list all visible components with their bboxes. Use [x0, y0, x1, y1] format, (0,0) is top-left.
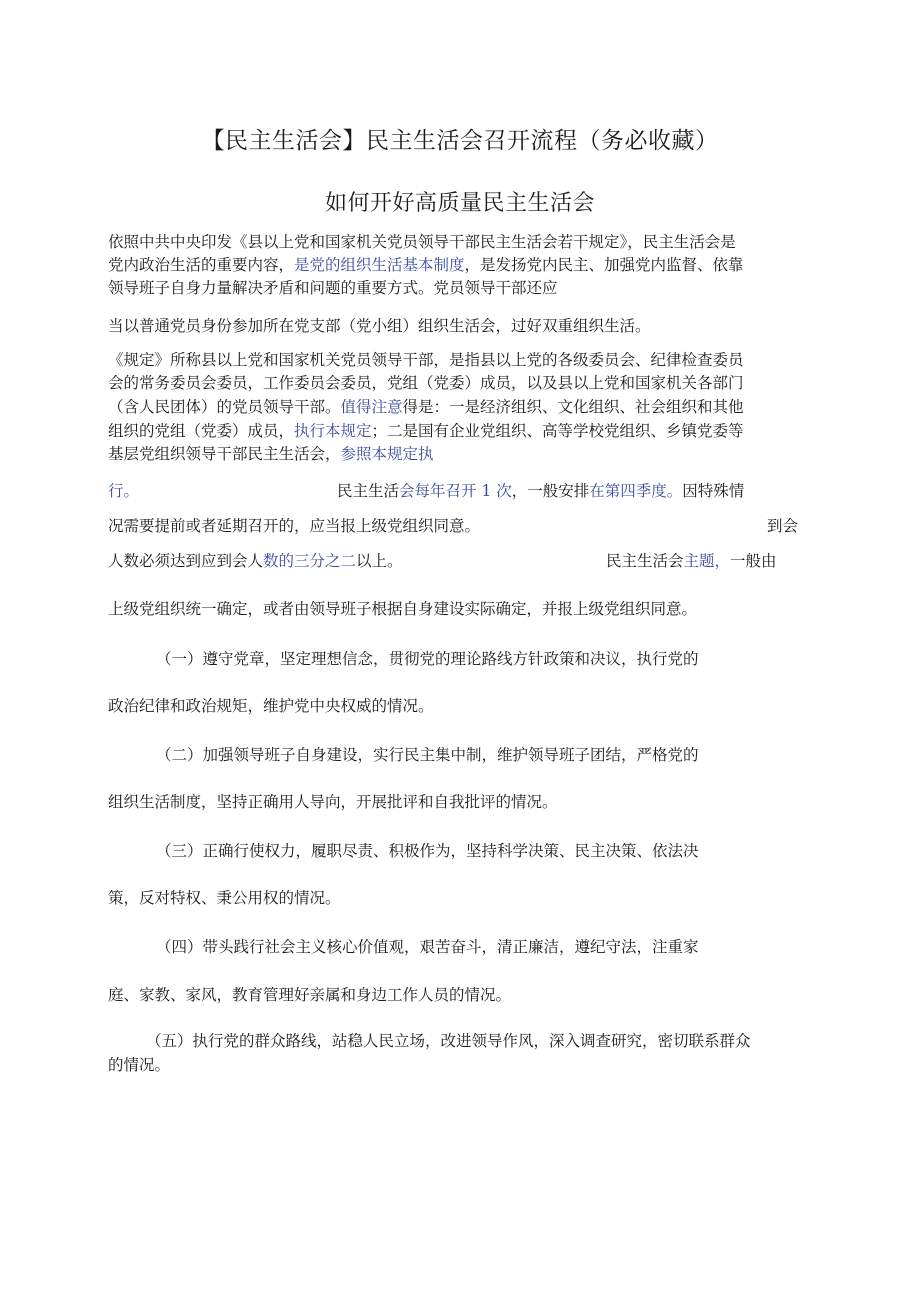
p2-highlight-apply-rule: 执行本规定: [294, 422, 372, 440]
p2-line-3: [108, 396, 744, 418]
p2-line-1: 《规定》所称县以上党和国家机关党员领导干部，是指县以上党的各级委员会、纪律检查委员: [108, 351, 744, 369]
p2-line-8-a: 人数必须达到应到会人: [108, 552, 264, 570]
p2-line-7-right: 到会: [767, 517, 799, 535]
p2-line-6-b: 民主生活: [337, 482, 400, 500]
p1-line-2-a: 党内政治生活的重要内容，: [108, 256, 295, 274]
p1-line-3: 领导班子自身力量解决矛盾和问题的重要方式。党员领导干部还应: [108, 279, 558, 297]
item-1-line-2: 政治纪律和政治规矩，维护党中央权威的情况。: [108, 697, 434, 715]
p2-line-4-c: ；二是国有企业党组织、高等学校党组织、乡镇党委等: [371, 422, 744, 440]
p2-highlight-once-yearly: 会每年召开 1 次: [399, 482, 512, 500]
p2-line-6-right: [337, 480, 744, 502]
item-2-line-1: （二）加强领导班子自身建设，实行民主集中制，维护领导班子团结，严格党的: [156, 746, 699, 764]
p2-line-2: 会的常务委员会委员，工作委员会委员，党组（党委）成员，以及县以上党和国家机关各部门: [108, 374, 744, 392]
p2-line-3-c: 得是：一是经济组织、文化组织、社会组织和其他: [402, 398, 744, 416]
item-5-line-1: （五）执行党的群众路线，站稳人民立场，改进领导作风，深入调查研究，密切联系群众: [146, 1032, 751, 1050]
p1-line-2: [108, 254, 744, 276]
p2-line-5: [108, 443, 434, 465]
p1-line-2-c: ，是发扬党内民主、加强党内监督、依靠: [464, 256, 744, 274]
p1-highlight-basic-system: 是党的组织生活基本制度: [294, 256, 465, 274]
p2-line-8-f: 一般由: [730, 552, 777, 570]
p2-line-8-right: [606, 550, 777, 572]
p2-line-8: [108, 550, 403, 572]
p2-line-6-a: 行。: [108, 482, 140, 500]
p2-line-7: 况需要提前或者延期召开的，应当报上级党组织同意。: [108, 517, 481, 535]
item-1-line-1: （一）遵守党章，坚定理想信念，贯彻党的理论路线方针政策和决议，执行党的: [156, 650, 699, 668]
p2-line-6-d: ，一般安排: [511, 482, 590, 500]
p2-line-4-a: 组织的党组（党委）成员，: [108, 422, 295, 440]
item-3-line-1: （三）正确行使权力，履职尽责、积极作为，坚持科学决策、民主决策、依法决: [156, 842, 699, 860]
p2-line-6: [108, 480, 139, 502]
p1-line-1: 依照中共中央印发《县以上党和国家机关党员领导干部民主生活会若干规定》，民主生活会是: [108, 233, 736, 251]
p2-highlight-theme: 主题，: [683, 552, 731, 570]
p2-line-3-a: （含人民团体）的党员领导干部。: [108, 398, 341, 416]
p2-line-8-d: 民主生活会: [606, 552, 684, 570]
p2-line-8-c: 以上。: [356, 552, 403, 570]
document-subtitle: 如何开好高质量民主生活会: [324, 191, 595, 216]
p2-line-5-a: 基层党组织领导干部民主生活会，: [108, 445, 341, 463]
document-title: 【民主生活会】民主生活会召开流程（务必收藏）: [201, 128, 719, 154]
p2-highlight-notable: 值得注意: [340, 398, 403, 416]
p2-highlight-fourth-quarter: 在第四季度。: [589, 482, 683, 500]
item-3-line-2: 策，反对特权、秉公用权的情况。: [108, 889, 341, 907]
p2-line-4: [108, 420, 744, 442]
item-2-line-2: 组织生活制度，坚持正确用人导向，开展批评和自我批评的情况。: [108, 793, 558, 811]
p2-highlight-refer-rule: 参照本规定执: [340, 445, 434, 463]
item-5-line-2: 的情况。: [108, 1056, 171, 1074]
p2-highlight-two-thirds: 数的三分之二: [263, 552, 357, 570]
item-4-line-1: （四）带头践行社会主义核心价值观，艰苦奋斗，清正廉洁，遵纪守法，注重家: [156, 938, 699, 956]
p2-line-9: 上级党组织统一确定，或者由领导班子根据自身建设实际确定，并报上级党组织同意。: [108, 600, 698, 618]
p1-line-4: 当以普通党员身份参加所在党支部（党小组）组织生活会，过好双重组织生活。: [108, 317, 651, 335]
p2-line-6-f: 因特殊情: [682, 482, 745, 500]
item-4-line-2: 庭、家教、家风，教育管理好亲属和身边工作人员的情况。: [108, 986, 512, 1004]
